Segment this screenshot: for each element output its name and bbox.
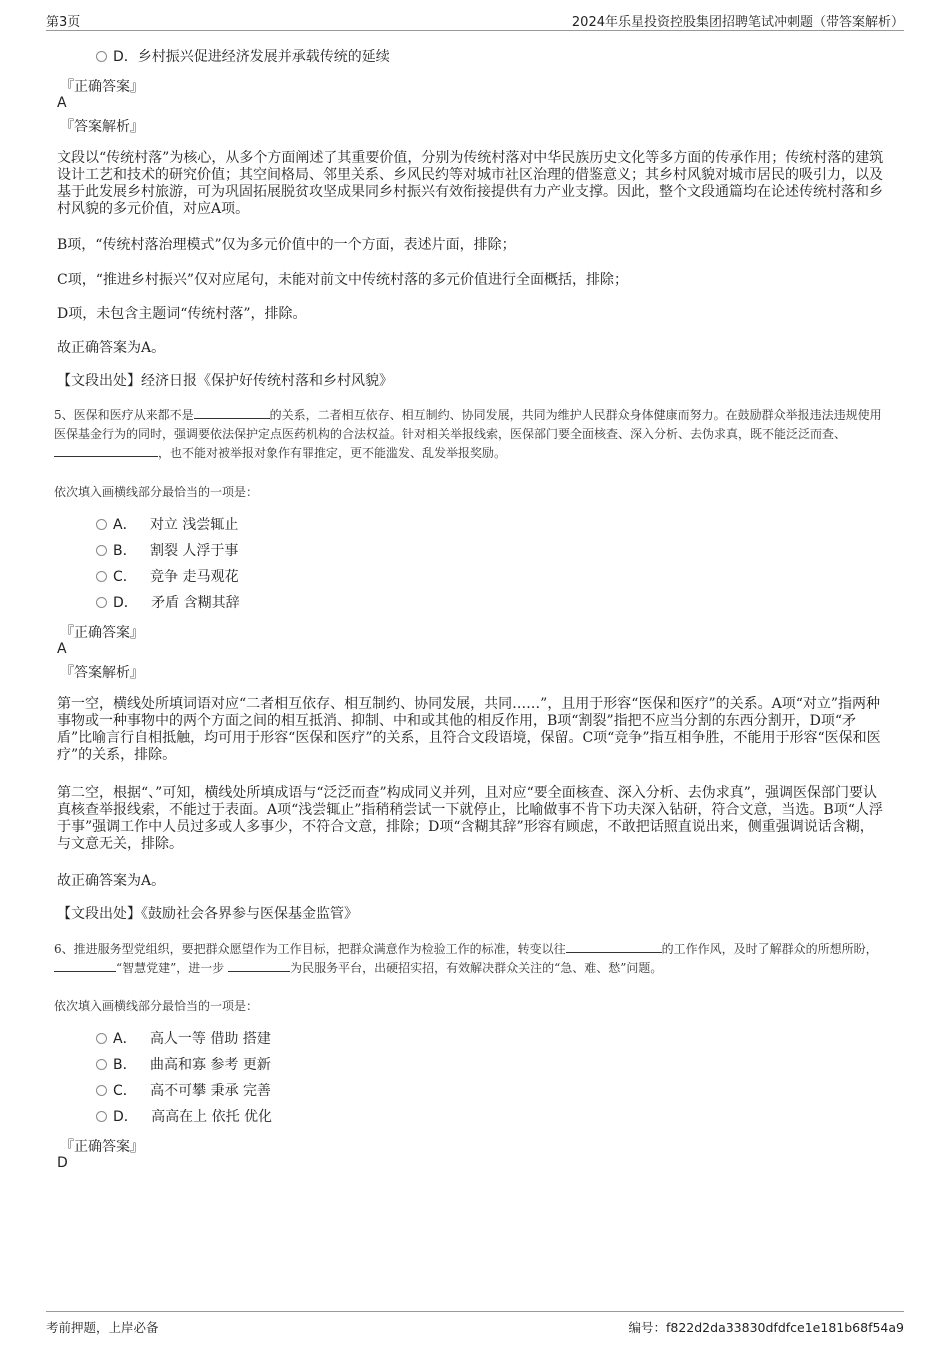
q5-option-b[interactable]: B． 割裂 人浮于事	[96, 541, 238, 561]
q6-answer-label: 『正确答案』	[60, 1139, 144, 1155]
q5-prompt: 依次填入画横线部分最恰当的一项是：	[54, 485, 259, 499]
q5-analysis-para: 第二空，根据“、”可知，横线处所填成语与“泛泛而查”构成同义并列，且对应“要全面核查、深入分析、去伪求真”，强调医保部门要认真核查举报线索，不能过于表面。A项“浅尝辄止”指稍稍尝试一下就停止，比喻做事不肯下功夫深入钻研，符合文意，当选。B项“人浮于事”强调工作中人员过多或人多事少，不符合文意，排除；D项“含糊其辞”形容有顾虑，不敢把话照直说出来，侧重强调说话含糊，与文意无关，排除。	[57, 785, 883, 852]
page-footer	[46, 1311, 904, 1340]
q5-source: 【文段出处】《鼓励社会各界参与医保基金监管》	[57, 906, 358, 922]
q5-analysis-label: 『答案解析』	[60, 665, 144, 681]
radio-icon[interactable]	[96, 51, 107, 62]
radio-icon[interactable]	[96, 571, 107, 582]
blank-1	[194, 406, 270, 419]
q5-conclusion: 故正确答案为A。	[57, 873, 166, 889]
radio-icon[interactable]	[96, 1033, 107, 1044]
q5-answer-label: 『正确答案』	[60, 625, 144, 641]
q4-analysis-para: B项，“传统村落治理模式”仅为多元价值中的一个方面，表述片面，排除；	[57, 237, 516, 253]
footer-note: 考前押题，上岸必备	[46, 1320, 159, 1335]
radio-icon[interactable]	[96, 597, 107, 608]
q5-answer: A	[57, 641, 67, 657]
q4-conclusion: 故正确答案为A。	[57, 340, 166, 356]
q6-option-d[interactable]: D． 高高在上 依托 优化	[96, 1107, 272, 1127]
q4-answer: A	[57, 95, 67, 111]
radio-icon[interactable]	[96, 1085, 107, 1096]
q4-analysis-para: D项，未包含主题词“传统村落”，排除。	[57, 306, 307, 322]
radio-icon[interactable]	[96, 1059, 107, 1070]
q4-analysis-para: 文段以“传统村落”为核心，从多个方面阐述了其重要价值，分别为传统村落对中华民族历史文化等多方面的传承作用；传统村落的建筑设计工艺和技术的研究价值；其空间格局、邻里关系、乡风民约等对城市社区治理的借鉴意义；其乡村风貌对城市居民的吸引力，以及基于此发展乡村旅游，可为巩固拓展脱贫攻坚成果同乡村振兴有效衔接提供有力产业支撑。因此，整个文段通篇均在论述传统村落和乡村风貌的多元价值，对应A项。	[57, 150, 884, 217]
page-number: 第3页	[46, 15, 81, 30]
q4-analysis-para: C项，“推进乡村振兴”仅对应尾句，未能对前文中传统村落的多元价值进行全面概括，排除；	[57, 272, 629, 288]
q6-option-b[interactable]: B． 曲高和寡 参考 更新	[96, 1055, 271, 1075]
q5-option-d[interactable]: D． 矛盾 含糊其辞	[96, 593, 240, 613]
page-header	[46, 8, 904, 31]
blank-2	[54, 444, 158, 457]
q5-option-c[interactable]: C． 竞争 走马观花	[96, 567, 239, 587]
radio-icon[interactable]	[96, 1111, 107, 1122]
q6-option-c[interactable]: C． 高不可攀 秉承 完善	[96, 1081, 271, 1101]
blank-3	[228, 959, 290, 972]
radio-icon[interactable]	[96, 545, 107, 556]
q4-answer-label: 『正确答案』	[60, 79, 144, 95]
footer-serial: 编号：f822d2da33830dfdfce1e181b68f54a9	[628, 1320, 904, 1335]
q5-option-a[interactable]: A． 对立 浅尝辄止	[96, 515, 238, 535]
blank-2	[54, 959, 116, 972]
q6-option-a[interactable]: A． 高人一等 借助 搭建	[96, 1029, 271, 1049]
doc-title: 2024年乐星投资控股集团招聘笔试冲刺题（带答案解析）	[571, 15, 904, 30]
q6-prompt: 依次填入画横线部分最恰当的一项是：	[54, 999, 259, 1013]
q5-stem: 5、医保和医疗从来都不是 的关系，二者相互依存、相互制约、协同发展，共同为维护人民群众身体健康而努力。在鼓励群众举报违法违规使用医保基金行为的同时，强调要依法保护定点医药机构的合法权益。针对相关举报线索，医保部门要全面核查、深入分析、去伪求真，既不能泛泛而查、，也不能对被举报对象作有罪推定，更不能滥发、乱发举报奖励。	[54, 408, 882, 460]
q5-analysis-para: 第一空，横线处所填词语对应“二者相互依存、相互制约、协同发展，共同……”，且用于形容“医保和医疗”的关系。A项“对立”指两种事物或一种事物中的两个方面之间的相互抵消、抑制、中和或其他的相反作用，B项“割裂”指把不应当分割的东西分割开，D项“矛盾”比喻言行自相抵触，均可用于形容“医保和医疗”的关系，且符合文段语境，保留。C项“竞争”指互相争胜，不能用于形容“医保和医疗”的关系，排除。	[57, 696, 881, 763]
q4-source: 【文段出处】经济日报《保护好传统村落和乡村风貌》	[57, 373, 393, 389]
q6-answer: D	[57, 1155, 68, 1171]
radio-icon[interactable]	[96, 519, 107, 530]
q4-option-d[interactable]: D．乡村振兴促进经济发展并承载传统的延续	[96, 47, 390, 67]
blank-1	[566, 940, 662, 953]
q6-stem: 6、推进服务型党组织，要把群众愿望作为工作目标，把群众满意作为检验工作的标准，转变以往 的工作作风，及时了解群众的所想所盼， “智慧党建”，进一步 为民服务平台，出硬招实招，有效解决群众关注的“急、难、愁”问题。	[54, 942, 878, 975]
q4-analysis-label: 『答案解析』	[60, 119, 144, 135]
